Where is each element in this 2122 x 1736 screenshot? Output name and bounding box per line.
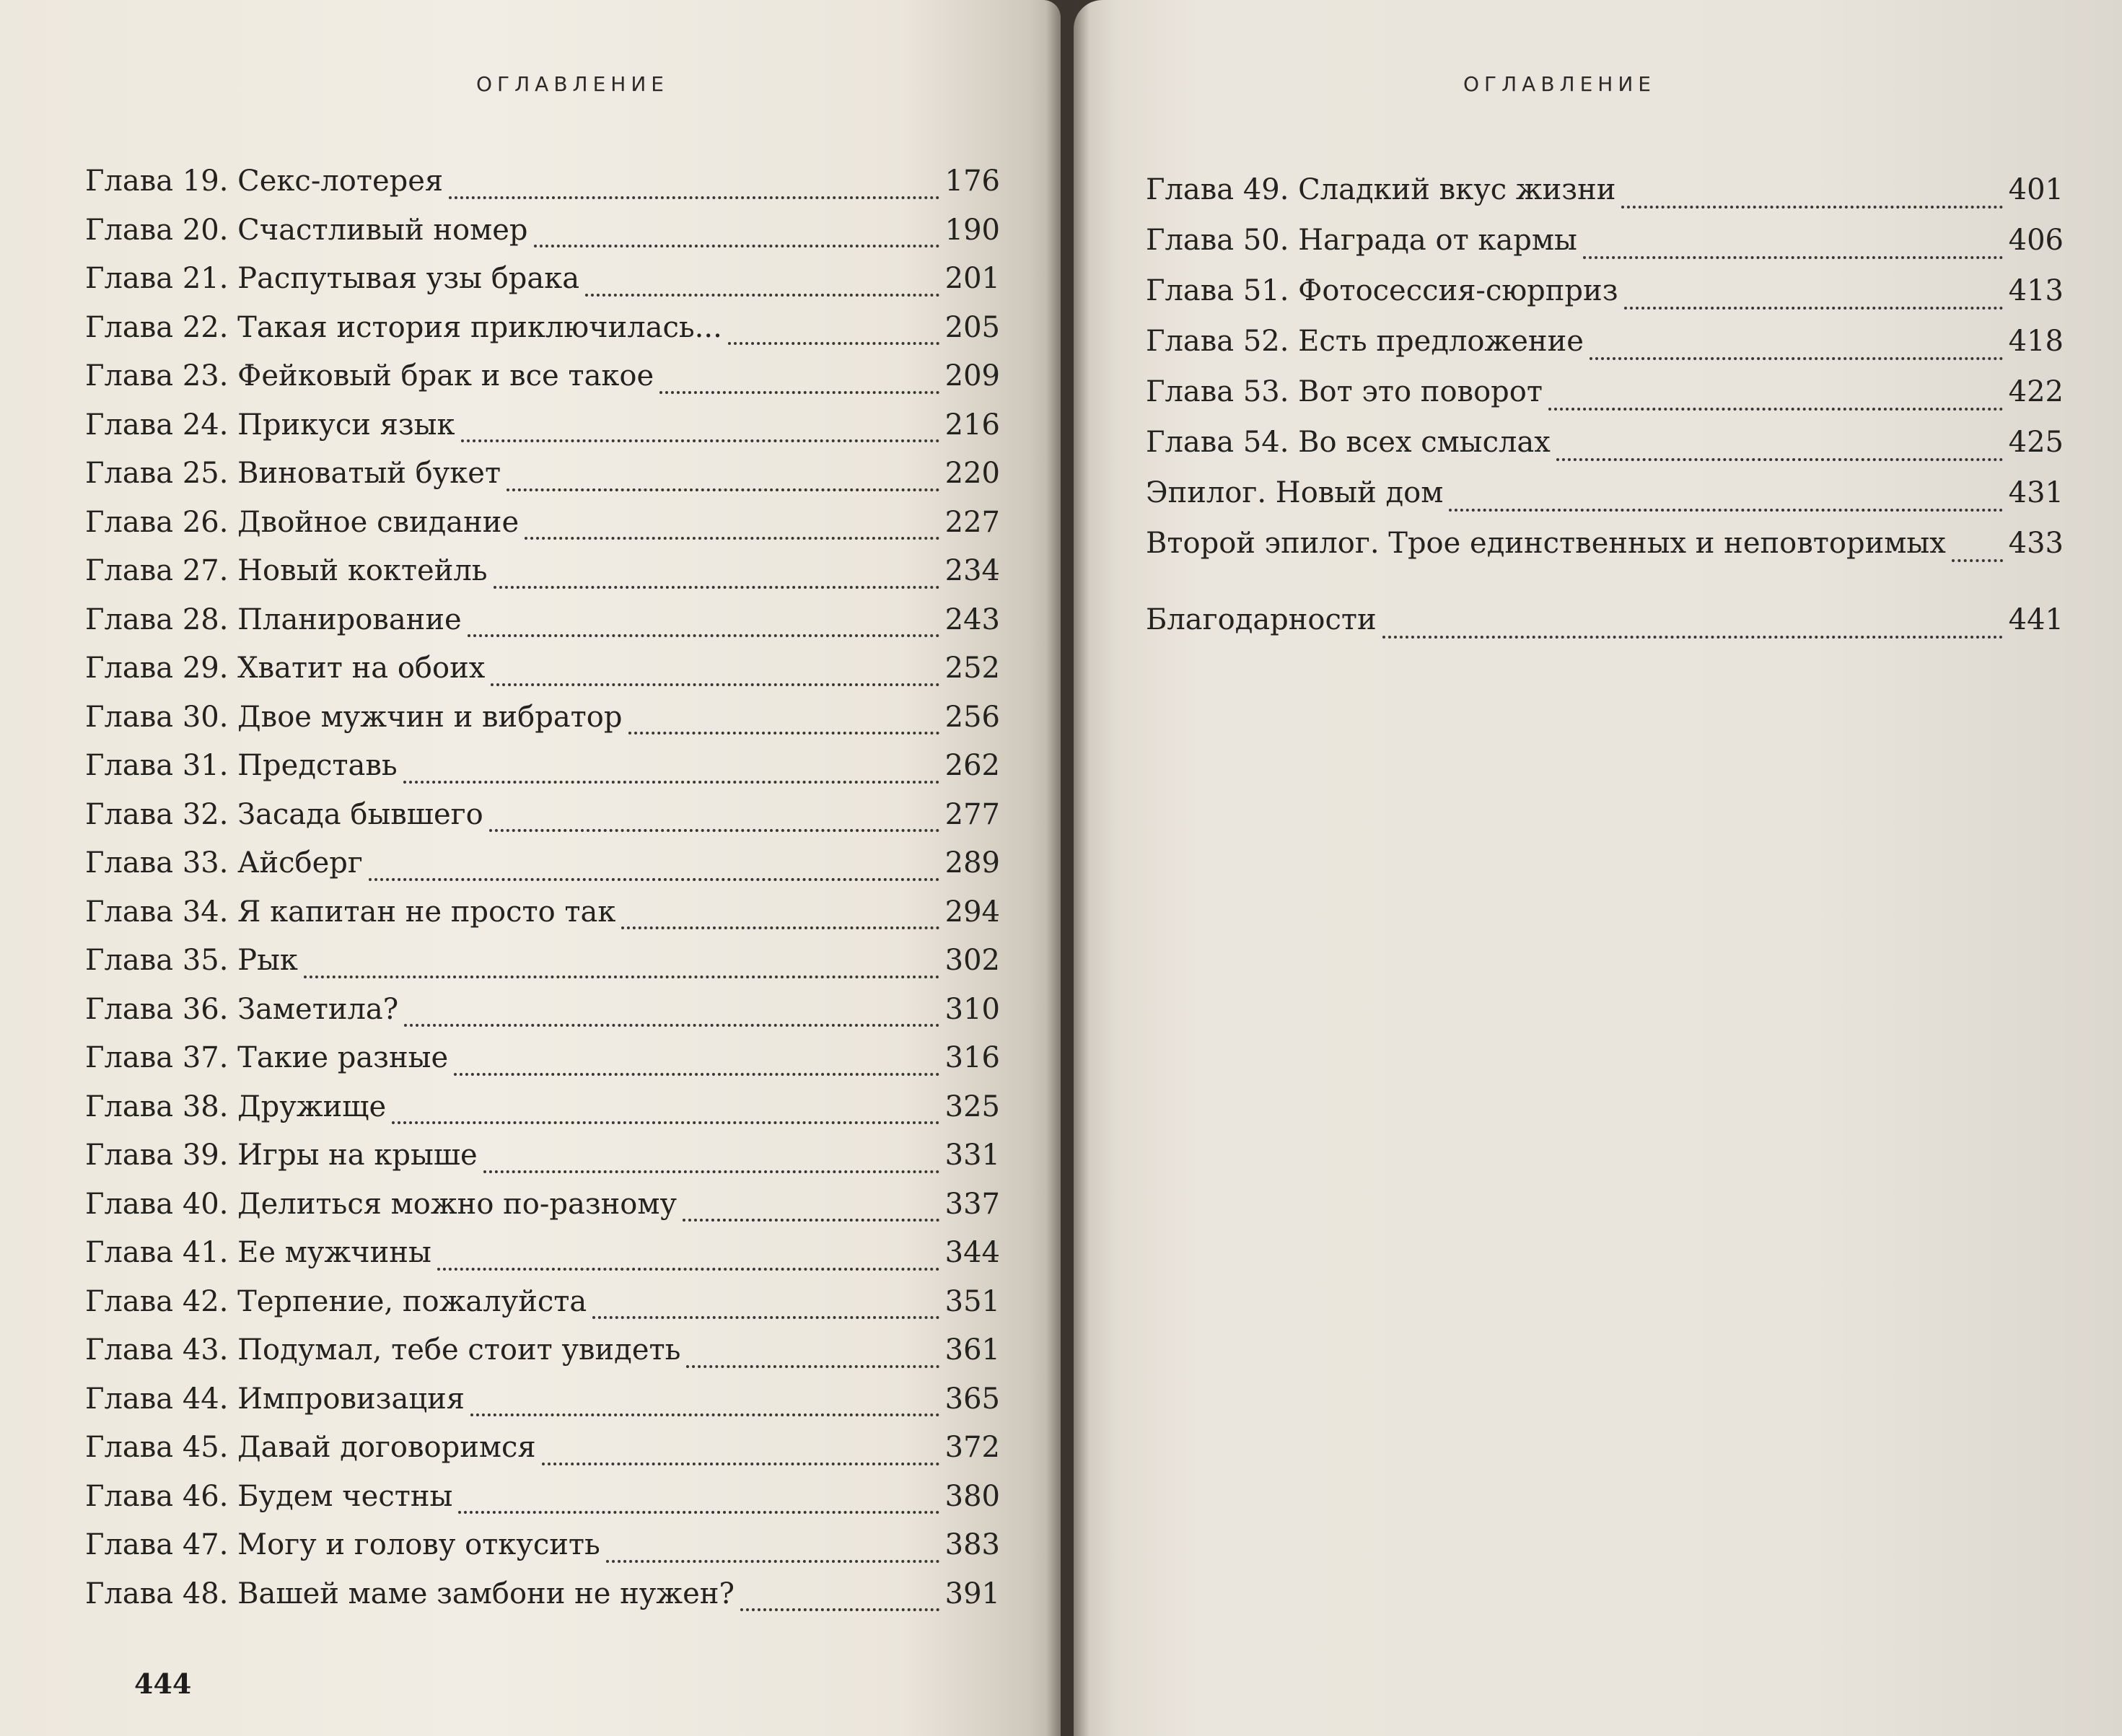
table-of-contents [1146,173,2064,654]
dot-leader [1382,636,2003,639]
dot-leader [437,1268,939,1271]
dot-leader [392,1121,939,1124]
chapter-title: Глава 47. Могу и голову откусить [85,1528,600,1561]
chapter-title: Глава 53. Вот это поворот [1146,375,1543,408]
toc-entry [85,749,1000,798]
chapter-page-number: 234 [944,554,1000,587]
dot-leader [449,196,939,199]
dot-leader [369,878,939,881]
toc-entry [1146,224,2064,274]
toc-entry [85,1577,1000,1626]
dot-leader [1621,206,2002,209]
chapter-page-number: 431 [2008,476,2064,509]
toc-entry [85,846,1000,895]
chapter-page-number: 391 [944,1577,1000,1610]
dot-leader [491,683,939,686]
chapter-title: Глава 45. Давай договоримся [85,1431,536,1464]
chapter-page-number: 418 [2008,325,2064,358]
toc-entry [85,1090,1000,1139]
chapter-title: Глава 35. Рык [85,944,298,977]
chapter-title: Глава 22. Такая история приключилась... [85,310,722,344]
dot-leader [1624,307,2003,310]
chapter-title: Глава 39. Игры на крыше [85,1139,478,1172]
dot-leader [1952,559,2003,562]
toc-entry [85,214,1000,263]
toc-entry [85,1431,1000,1480]
chapter-title: Глава 42. Терпение, пожалуйста [85,1284,587,1318]
chapter-page-number: 190 [944,213,1000,247]
chapter-page-number: 201 [944,262,1000,295]
dot-leader [494,586,939,589]
chapter-page-number: 383 [944,1528,1000,1561]
chapter-title: Глава 23. Фейковый брак и все такое [85,359,654,393]
chapter-title: Глава 30. Двое мужчин и вибратор [85,700,623,734]
toc-entry [1146,375,2064,426]
chapter-page-number: 422 [2008,375,2064,408]
chapter-page-number: 262 [944,749,1000,782]
dot-leader [1583,256,2003,259]
dot-leader [1449,509,2002,512]
table-of-contents [85,165,1000,1626]
chapter-title: Глава 20. Счастливый номер [85,213,528,247]
dot-leader [686,1365,939,1368]
toc-entry [85,1285,1000,1334]
chapter-title: Глава 49. Сладкий вкус жизни [1146,173,1616,206]
toc-entry [85,506,1000,555]
chapter-page-number: 331 [944,1139,1000,1172]
chapter-title: Глава 51. Фотосессия-сюрприз [1146,274,1618,307]
chapter-page-number: 294 [944,895,1000,929]
chapter-page-number: 380 [944,1479,1000,1513]
chapter-title: Глава 21. Распутывая узы брака [85,262,580,295]
chapter-page-number: 372 [944,1431,1000,1464]
chapter-page-number: 205 [944,310,1000,344]
dot-leader [740,1608,939,1611]
chapter-page-number: 361 [944,1333,1000,1367]
toc-entry [85,457,1000,506]
chapter-page-number: 243 [944,602,1000,636]
chapter-title: Глава 33. Айсберг [85,846,363,880]
dot-leader [628,732,939,735]
toc-entry [85,993,1000,1042]
dot-leader [1548,408,2003,411]
chapter-title: Глава 31. Представь [85,749,398,782]
dot-leader [470,1413,939,1416]
toc-entry [85,603,1000,652]
chapter-title: Благодарности [1146,603,1377,636]
chapter-page-number: 302 [944,944,1000,977]
page-number: 444 [134,1667,192,1700]
chapter-page-number: 441 [2008,603,2064,636]
toc-entry [85,944,1000,993]
toc-entry [85,1139,1000,1188]
dot-leader [585,294,939,297]
dot-leader [458,1511,939,1514]
chapter-title: Глава 43. Подумал, тебе стоит увидеть [85,1333,681,1367]
chapter-page-number: 310 [944,992,1000,1026]
dot-leader [606,1560,939,1563]
chapter-title: Глава 38. Дружище [85,1090,387,1123]
chapter-title: Глава 28. Планирование [85,602,462,636]
dot-leader [468,634,939,637]
chapter-title: Глава 24. Прикуси язык [85,408,455,442]
chapter-title: Второй эпилог. Трое единственных и неповторимых [1146,527,1946,560]
toc-entry [85,1528,1000,1577]
dot-leader [489,829,939,832]
chapter-title: Глава 54. Во всех смыслах [1146,426,1551,459]
toc-entry [85,1236,1000,1285]
dot-leader [592,1316,939,1319]
dot-leader [454,1073,939,1076]
dot-leader [1590,357,2003,360]
dot-leader [483,1170,939,1173]
dot-leader [525,537,939,540]
right-page [1074,0,2122,1736]
dot-leader [403,781,939,784]
toc-entry [85,1382,1000,1432]
chapter-page-number: 365 [944,1382,1000,1416]
dot-leader [507,488,939,491]
toc-entry [1146,173,2064,224]
chapter-title: Эпилог. Новый дом [1146,476,1444,509]
dot-leader [659,391,939,394]
chapter-page-number: 344 [944,1236,1000,1269]
toc-entry [85,895,1000,944]
toc-entry [1146,274,2064,325]
toc-entry [85,1333,1000,1382]
dot-leader [621,926,939,929]
chapter-page-number: 325 [944,1090,1000,1123]
chapter-title: Глава 50. Награда от кармы [1146,224,1577,257]
dot-leader [534,245,939,247]
chapter-title: Глава 26. Двойное свидание [85,505,519,539]
chapter-page-number: 406 [2008,224,2064,257]
chapter-title: Глава 25. Виноватый букет [85,457,501,490]
dot-leader [728,342,939,345]
chapter-page-number: 252 [944,652,1000,685]
running-head: ОГЛАВЛЕНИЕ [476,72,669,96]
chapter-page-number: 209 [944,359,1000,393]
chapter-title: Глава 40. Делиться можно по-разному [85,1187,678,1221]
toc-entry [85,798,1000,847]
chapter-title: Глава 48. Вашей маме замбони не нужен? [85,1577,735,1610]
toc-entry [85,311,1000,360]
chapter-page-number: 351 [944,1284,1000,1318]
toc-entry [85,652,1000,701]
chapter-page-number: 401 [2008,173,2064,206]
toc-entry [1146,325,2064,375]
toc-entry [85,408,1000,457]
chapter-title: Глава 19. Секс-лотерея [85,165,444,198]
chapter-page-number: 289 [944,846,1000,880]
toc-entry [85,701,1000,750]
chapter-page-number: 316 [944,1041,1000,1074]
dot-leader [683,1219,939,1222]
chapter-title: Глава 41. Ее мужчины [85,1236,431,1269]
chapter-page-number: 227 [944,505,1000,539]
toc-entry [85,1188,1000,1237]
chapter-title: Глава 32. Засада бывшего [85,797,483,831]
dot-leader [304,976,939,978]
dot-leader [461,439,939,442]
chapter-title: Глава 36. Заметила? [85,992,399,1026]
chapter-title: Глава 37. Такие разные [85,1041,449,1074]
toc-entry [1146,527,2064,577]
toc-entry [85,554,1000,603]
dot-leader [542,1463,939,1465]
running-head: ОГЛАВЛЕНИЕ [1463,72,1656,96]
toc-entry [1146,603,2064,654]
chapter-page-number: 256 [944,700,1000,734]
toc-entry [85,262,1000,311]
toc-entry [85,165,1000,214]
chapter-title: Глава 46. Будем честны [85,1479,453,1513]
chapter-title: Глава 29. Хватит на обоих [85,652,486,685]
chapter-page-number: 337 [944,1187,1000,1221]
toc-entry [85,1041,1000,1090]
toc-entry [85,1480,1000,1529]
chapter-page-number: 176 [944,165,1000,198]
chapter-page-number: 216 [944,408,1000,442]
chapter-page-number: 425 [2008,426,2064,459]
toc-entry [1146,426,2064,476]
toc-entry [85,359,1000,408]
book-gutter [1046,0,1090,1736]
chapter-title: Глава 44. Импровизация [85,1382,465,1416]
chapter-title: Глава 34. Я капитан не просто так [85,895,616,929]
chapter-page-number: 433 [2008,527,2064,560]
chapter-page-number: 220 [944,457,1000,490]
chapter-title: Глава 27. Новый коктейль [85,554,488,587]
toc-entry [1146,476,2064,527]
chapter-page-number: 413 [2008,274,2064,307]
chapter-page-number: 277 [944,797,1000,831]
chapter-title: Глава 52. Есть предложение [1146,325,1584,358]
dot-leader [404,1024,939,1027]
dot-leader [1556,458,2003,461]
